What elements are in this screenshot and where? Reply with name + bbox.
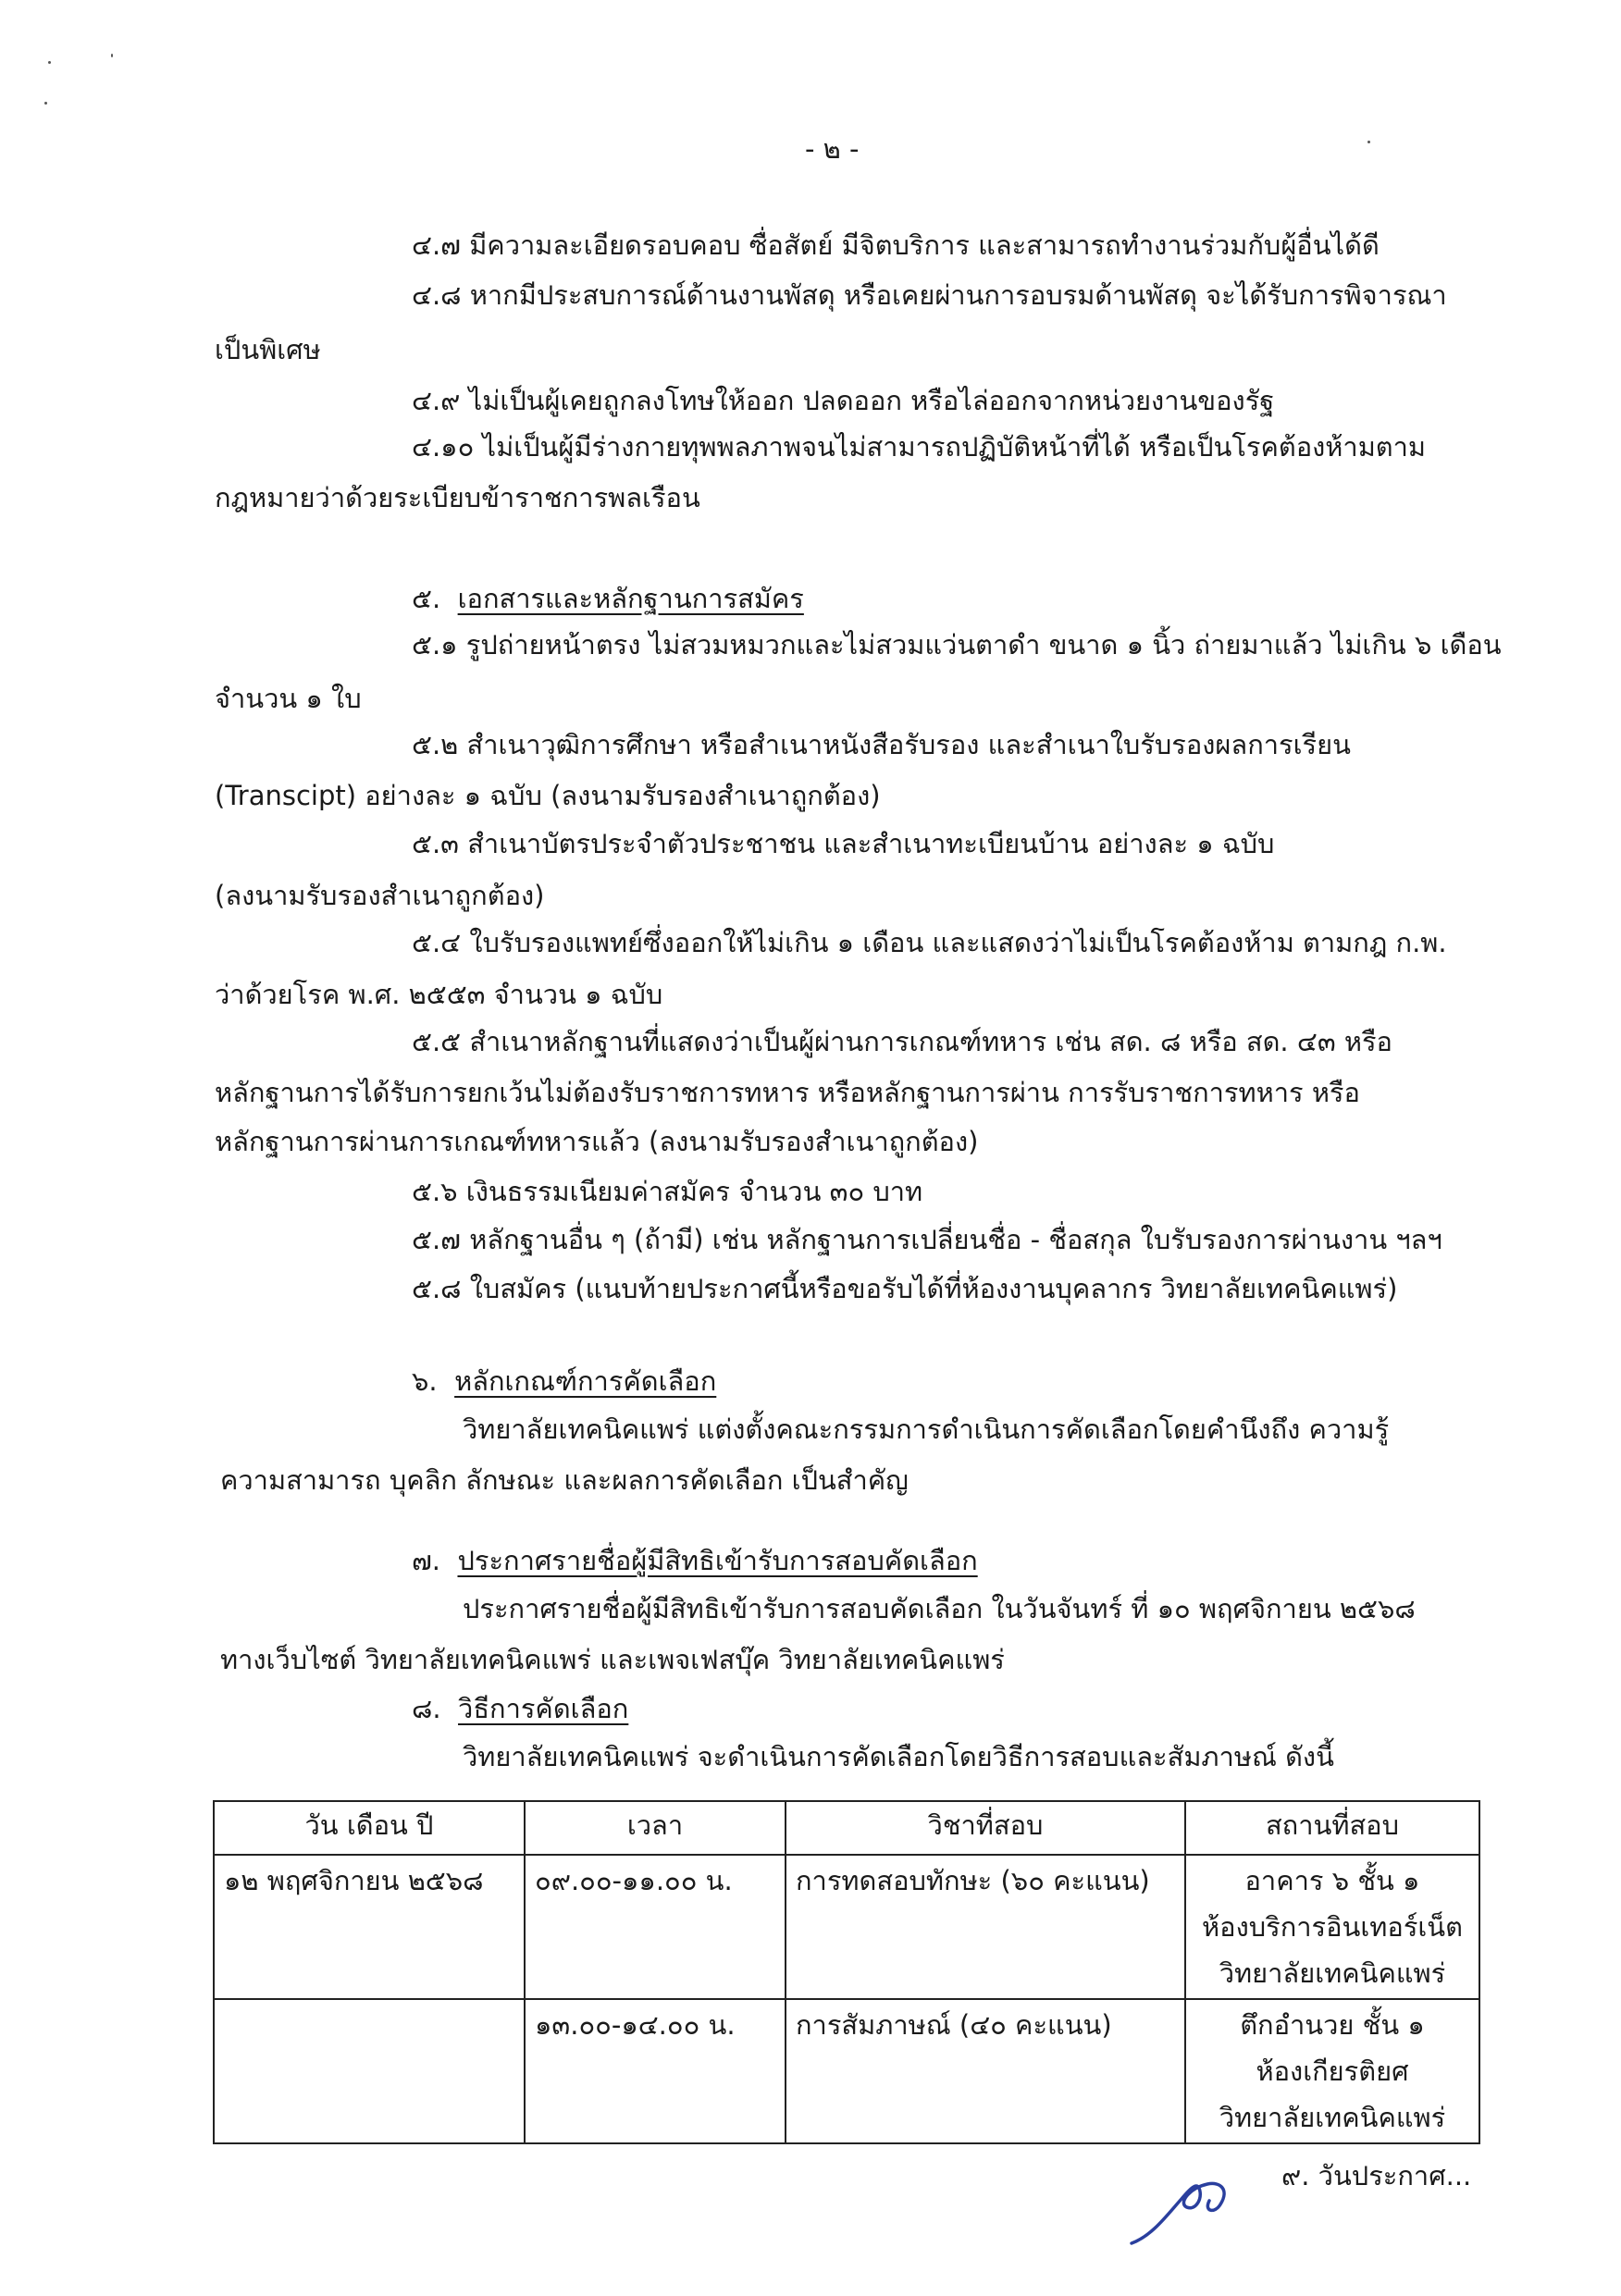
section-7-body: ประกาศรายชื่อผู้มีสิทธิเข้ารับการสอบคัดเลือก ในวันจันทร์ ที่ ๑๐ พฤศจิกายน ๒๕๖๘ (463, 1593, 1416, 1624)
venue-line: วิทยาลัยเทคนิคแพร่ (1219, 2102, 1446, 2133)
cell-time: ๑๓.๐๐-๑๔.๐๐ น. (525, 1999, 786, 2143)
section-8-body: วิทยาลัยเทคนิคแพร่ จะดำเนินการคัดเลือกโดยวิธีการสอบและสัมภาษณ์ ดังนี้ (463, 1741, 1334, 1772)
section-6-heading (412, 1363, 716, 1400)
cell-time: ๐๙.๐๐-๑๑.๐๐ น. (525, 1855, 786, 1999)
column-header-time: เวลา (525, 1801, 786, 1855)
scan-speck (111, 54, 113, 57)
cell-date (214, 1999, 525, 2143)
item-4-10: ๔.๑๐ ไม่เป็นผู้มีร่างกายทุพพลภาพจนไม่สามารถปฏิบัติหน้าที่ได้ หรือเป็นโรคต้องห้ามตาม (412, 431, 1427, 463)
section-number: ๗. (412, 1545, 441, 1576)
scan-speck (44, 102, 47, 105)
item-5-8: ๕.๘ ใบสมัคร (แนบท้ายประกาศนี้หรือขอรับได้ที่ห้องงานบุคลากร วิทยาลัยเทคนิคแพร่) (412, 1273, 1398, 1304)
item-4-8-cont: เป็นพิเศษ (215, 334, 321, 365)
section-title: เอกสารและหลักฐานการสมัคร (457, 583, 804, 614)
section-title: ประกาศรายชื่อผู้มีสิทธิเข้ารับการสอบคัดเลือก (457, 1545, 978, 1576)
section-6-body-cont: ความสามารถ บุคลิก ลักษณะ และผลการคัดเลือก เป็นสำคัญ (220, 1464, 909, 1496)
section-title: วิธีการคัดเลือก (458, 1693, 629, 1724)
venue-line: ตึกอำนวย ชั้น ๑ (1240, 2009, 1425, 2041)
item-4-10-cont: กฎหมายว่าด้วยระเบียบข้าราชการพลเรือน (215, 482, 700, 513)
column-header-venue: สถานที่สอบ (1185, 1801, 1479, 1855)
section-7-body-cont: ทางเว็บไซต์ วิทยาลัยเทคนิคแพร่ และเพจเฟสบุ๊ค วิทยาลัยเทคนิคแพร่ (220, 1644, 1005, 1675)
section-6-body: วิทยาลัยเทคนิคแพร่ แต่งตั้งคณะกรรมการดำเนินการคัดเลือกโดยคำนึงถึง ความรู้ (463, 1413, 1390, 1445)
venue-line: วิทยาลัยเทคนิคแพร่ (1219, 1957, 1446, 1989)
table-header-row (214, 1801, 1479, 1855)
page-number: - ๒ - (805, 133, 860, 165)
handwritten-initial-signature (1124, 2151, 1244, 2253)
item-5-1: ๕.๑ รูปถ่ายหน้าตรง ไม่สวมหมวกและไม่สวมแว่นตาดำ ขนาด ๑ นิ้ว ถ่ายมาแล้ว ไม่เกิน ๖ เดือน (412, 629, 1502, 660)
venue-line: ห้องเกียรติยศ (1256, 2055, 1409, 2087)
scan-speck (1367, 141, 1370, 143)
item-4-8: ๔.๘ หากมีประสบการณ์ด้านงานพัสดุ หรือเคยผ่านการอบรมด้านพัสดุ จะได้รับการพิจารณา (412, 279, 1447, 311)
cell-date: ๑๒ พฤศจิกายน ๒๕๖๘ (214, 1855, 525, 1999)
venue-line: อาคาร ๖ ชั้น ๑ (1244, 1865, 1420, 1896)
section-5-heading (412, 580, 804, 617)
column-header-date: วัน เดือน ปี (214, 1801, 525, 1855)
cell-subject: การสัมภาษณ์ (๔๐ คะแนน) (786, 1999, 1185, 2143)
continuation-text: ๙. วันประกาศ... (1281, 2160, 1472, 2191)
item-5-5: ๕.๕ สำเนาหลักฐานที่แสดงว่าเป็นผู้ผ่านการเกณฑ์ทหาร เช่น สด. ๘ หรือ สด. ๔๓ หรือ (412, 1026, 1392, 1057)
item-4-7: ๔.๗ มีความละเอียดรอบคอบ ซื่อสัตย์ มีจิตบริการ และสามารถทำงานร่วมกับผู้อื่นได้ดี (412, 229, 1380, 261)
exam-schedule-table (213, 1800, 1480, 2144)
cell-venue (1185, 1999, 1479, 2143)
section-number: ๖. (412, 1365, 438, 1397)
table-row (214, 1999, 1479, 2143)
item-5-3: ๕.๓ สำเนาบัตรประจำตัวประชาชน และสำเนาทะเบียนบ้าน อย่างละ ๑ ฉบับ (412, 828, 1275, 859)
section-7-heading (412, 1542, 978, 1579)
section-title: หลักเกณฑ์การคัดเลือก (454, 1365, 717, 1397)
item-5-5-cont1: หลักฐานการได้รับการยกเว้นไม่ต้องรับราชการทหาร หรือหลักฐานการผ่าน การรับราชการทหาร หรือ (215, 1077, 1360, 1108)
item-5-2-cont: (Transcipt) อย่างละ ๑ ฉบับ (ลงนามรับรองสำเนาถูกต้อง) (215, 780, 881, 811)
item-5-4-cont: ว่าด้วยโรค พ.ศ. ๒๕๕๓ จำนวน ๑ ฉบับ (215, 979, 663, 1010)
item-5-5-cont2: หลักฐานการผ่านการเกณฑ์ทหารแล้ว (ลงนามรับรองสำเนาถูกต้อง) (215, 1126, 979, 1157)
cell-subject: การทดสอบทักษะ (๖๐ คะแนน) (786, 1855, 1185, 1999)
item-5-2: ๕.๒ สำเนาวุฒิการศึกษา หรือสำเนาหนังสือรับรอง และสำเนาใบรับรองผลการเรียน (412, 729, 1351, 760)
table-row (214, 1855, 1479, 1999)
item-5-1-cont: จำนวน ๑ ใบ (215, 683, 362, 714)
section-8-heading (412, 1690, 628, 1727)
item-5-6: ๕.๖ เงินธรรมเนียมค่าสมัคร จำนวน ๓๐ บาท (412, 1176, 923, 1207)
column-header-subject: วิชาที่สอบ (786, 1801, 1185, 1855)
item-5-7: ๕.๗ หลักฐานอื่น ๆ (ถ้ามี) เช่น หลักฐานการเปลี่ยนชื่อ - ชื่อสกุล ใบรับรองการผ่านงาน ฯลฯ (412, 1224, 1442, 1255)
cell-venue (1185, 1855, 1479, 1999)
item-5-3-cont: (ลงนามรับรองสำเนาถูกต้อง) (215, 880, 545, 911)
item-5-4: ๕.๔ ใบรับรองแพทย์ซึ่งออกให้ไม่เกิน ๑ เดือน และแสดงว่าไม่เป็นโรคต้องห้าม ตามกฎ ก.พ. (412, 927, 1447, 958)
section-number: ๘. (412, 1693, 441, 1724)
scan-speck (48, 61, 51, 64)
section-number: ๕. (412, 583, 441, 614)
venue-line: ห้องบริการอินเทอร์เน็ต (1202, 1911, 1463, 1943)
item-4-9: ๔.๙ ไม่เป็นผู้เคยถูกลงโทษให้ออก ปลดออก หรือไล่ออกจากหน่วยงานของรัฐ (412, 385, 1275, 416)
